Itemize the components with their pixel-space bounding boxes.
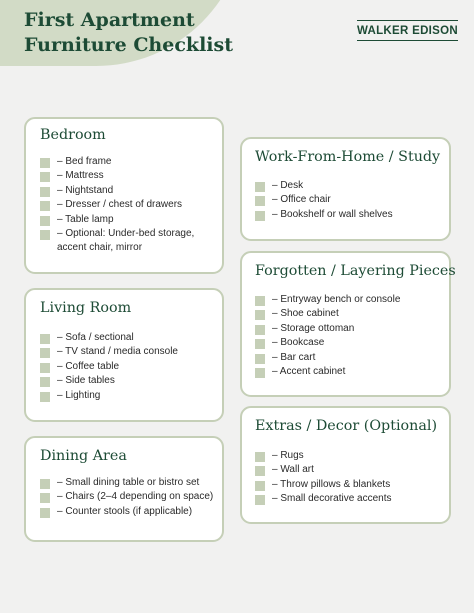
checklist-item[interactable]: – Small dining table or bistro set — [40, 476, 222, 490]
checkbox-icon[interactable] — [40, 479, 50, 489]
checkbox-icon[interactable] — [40, 201, 50, 211]
checkbox-icon[interactable] — [40, 363, 50, 373]
checklist-item[interactable]: – Accent cabinet — [255, 365, 449, 379]
checklist-item[interactable]: – Office chair — [255, 193, 449, 207]
checkbox-icon[interactable] — [255, 495, 265, 505]
checkbox-icon[interactable] — [40, 508, 50, 518]
checklist-item[interactable]: – Dresser / chest of drawers — [40, 198, 222, 212]
checklist-item[interactable]: – Bookcase — [255, 336, 449, 350]
checklist-item[interactable]: – Storage ottoman — [255, 322, 449, 336]
brand-logo: WALKER EDISON — [357, 20, 458, 41]
checklist-item[interactable]: – Bookshelf or wall shelves — [255, 208, 449, 222]
checklist-item[interactable]: – Bar cart — [255, 351, 449, 365]
checkbox-icon[interactable] — [40, 172, 50, 182]
checkbox-icon[interactable] — [255, 182, 265, 192]
checklist-item[interactable]: – TV stand / media console — [40, 345, 222, 359]
checklist-item[interactable]: – Chairs (2–4 depending on space) — [40, 490, 222, 504]
title-line-1: First Apartment — [24, 9, 195, 31]
section-dining-area — [24, 436, 224, 542]
checkbox-icon[interactable] — [255, 354, 265, 364]
checkbox-icon[interactable] — [40, 230, 50, 240]
checklist-item[interactable]: – Coffee table — [40, 360, 222, 374]
checkbox-icon[interactable] — [255, 296, 265, 306]
checklist-item[interactable]: – Table lamp — [40, 213, 222, 227]
checkbox-icon[interactable] — [255, 452, 265, 462]
checkbox-icon[interactable] — [40, 377, 50, 387]
checklist-item[interactable]: – Entryway bench or console — [255, 293, 449, 307]
checklist-item[interactable]: – Wall art — [255, 463, 449, 477]
checklist-item[interactable]: – Optional: Under-bed storage, accent chair, mirror — [40, 227, 217, 256]
section-title: Bedroom — [40, 127, 106, 143]
checkbox-icon[interactable] — [40, 334, 50, 344]
section-work-from-home — [240, 137, 451, 241]
section-forgotten-layering — [240, 251, 456, 397]
title-line-2: Furniture Checklist — [24, 34, 233, 56]
checklist-item[interactable]: – Sofa / sectional — [40, 331, 222, 345]
page-title — [24, 8, 233, 58]
checkbox-icon[interactable] — [255, 368, 265, 378]
checkbox-icon[interactable] — [40, 187, 50, 197]
checkbox-icon[interactable] — [255, 211, 265, 221]
checkbox-icon[interactable] — [255, 325, 265, 335]
section-bedroom — [24, 117, 224, 274]
checkbox-icon[interactable] — [255, 339, 265, 349]
checkbox-icon[interactable] — [40, 158, 50, 168]
section-title: Dining Area — [40, 448, 127, 464]
checklist-item[interactable]: – Rugs — [255, 449, 449, 463]
checklist-item[interactable]: – Mattress — [40, 169, 222, 183]
checklist-item[interactable]: – Lighting — [40, 389, 222, 403]
section-extras-decor — [240, 406, 451, 524]
section-title: Extras / Decor (Optional) — [255, 418, 438, 434]
checklist-item[interactable]: – Throw pillows & blankets — [255, 478, 449, 492]
checkbox-icon[interactable] — [40, 216, 50, 226]
checklist-item[interactable]: – Shoe cabinet — [255, 307, 449, 321]
checkbox-icon[interactable] — [255, 481, 265, 491]
section-title: Forgotten / Layering Pieces — [255, 263, 456, 279]
section-title: Work-From-Home / Study — [255, 149, 441, 165]
section-title: Living Room — [40, 300, 132, 316]
checklist-item[interactable]: – Bed frame — [40, 155, 222, 169]
checklist-item[interactable]: – Desk — [255, 179, 449, 193]
checkbox-icon[interactable] — [40, 392, 50, 402]
checkbox-icon[interactable] — [255, 196, 265, 206]
checklist-item[interactable]: – Side tables — [40, 374, 222, 388]
checklist-item[interactable]: – Small decorative accents — [255, 492, 449, 506]
checklist-item[interactable]: – Counter stools (if applicable) — [40, 505, 222, 519]
checkbox-icon[interactable] — [40, 493, 50, 503]
checklist-item[interactable]: – Nightstand — [40, 184, 222, 198]
checkbox-icon[interactable] — [255, 310, 265, 320]
section-living-room — [24, 288, 224, 422]
checkbox-icon[interactable] — [40, 348, 50, 358]
checkbox-icon[interactable] — [255, 466, 265, 476]
